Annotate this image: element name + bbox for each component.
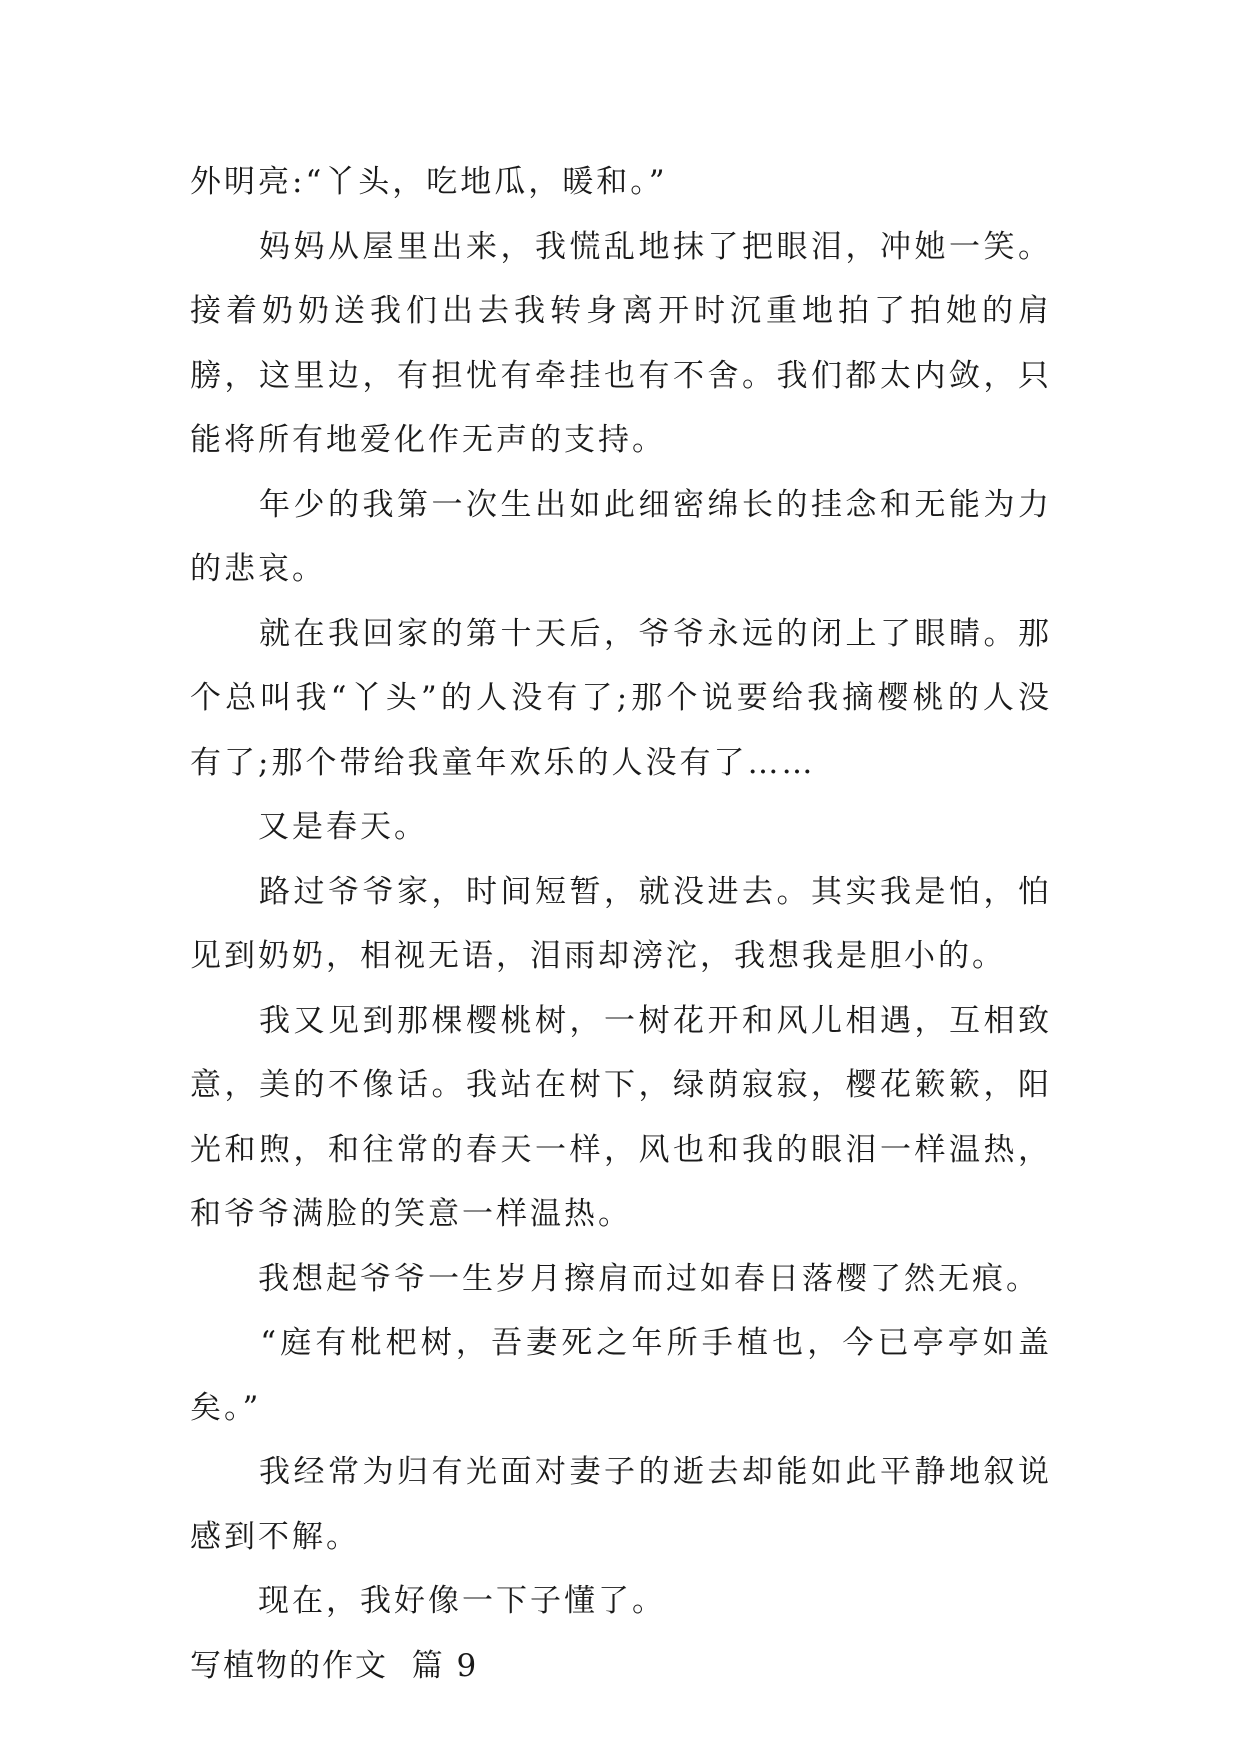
paragraph: 路过爷爷家，时间短暂，就没进去。其实我是怕，怕见到奶奶，相视无语，泪雨却滂沱，我想我是胆小的。 xyxy=(190,873,1052,974)
paragraph: 外明亮:“丫头，吃地瓜，暖和。” xyxy=(190,164,668,200)
paragraph: 现在，我好像一下子懂了。 xyxy=(190,1583,666,1619)
paragraph: 年少的我第一次生出如此细密绵长的挂念和无能为力的悲哀。 xyxy=(190,486,1052,587)
paragraph: 就在我回家的第十天后，爷爷永远的闭上了眼睛。那个总叫我“丫头”的人没有了;那个说要给我摘樱桃的人没有了;那个带给我童年欢乐的人没有了…… xyxy=(190,615,1052,781)
paragraph: “庭有枇杷树，吾妻死之年所手植也，今已亭亭如盖矣。” xyxy=(190,1325,1052,1426)
paragraph: 又是春天。 xyxy=(190,809,428,845)
paragraph: 我经常为归有光面对妻子的逝去却能如此平静地叙说感到不解。 xyxy=(190,1454,1052,1555)
section-heading: 写植物的作文 篇 9 xyxy=(190,1647,479,1684)
paragraph: 妈妈从屋里出来，我慌乱地抹了把眼泪，冲她一笑。接着奶奶送我们出去我转身离开时沉重地拍了拍她的肩膀，这里边，有担忧有牵挂也有不舍。我们都太内敛，只能将所有地爱化作无声的支持。 xyxy=(190,228,1052,458)
paragraph: 我想起爷爷一生岁月擦肩而过如春日落樱了然无痕。 xyxy=(190,1260,1040,1297)
document-body xyxy=(190,150,1052,1698)
paragraph: 我又见到那棵樱桃树，一树花开和风儿相遇，互相致意，美的不像话。我站在树下，绿荫寂寂，樱花簌簌，阳光和煦，和往常的春天一样，风也和我的眼泪一样温热，和爷爷满脸的笑意一样温热。 xyxy=(190,1002,1052,1232)
